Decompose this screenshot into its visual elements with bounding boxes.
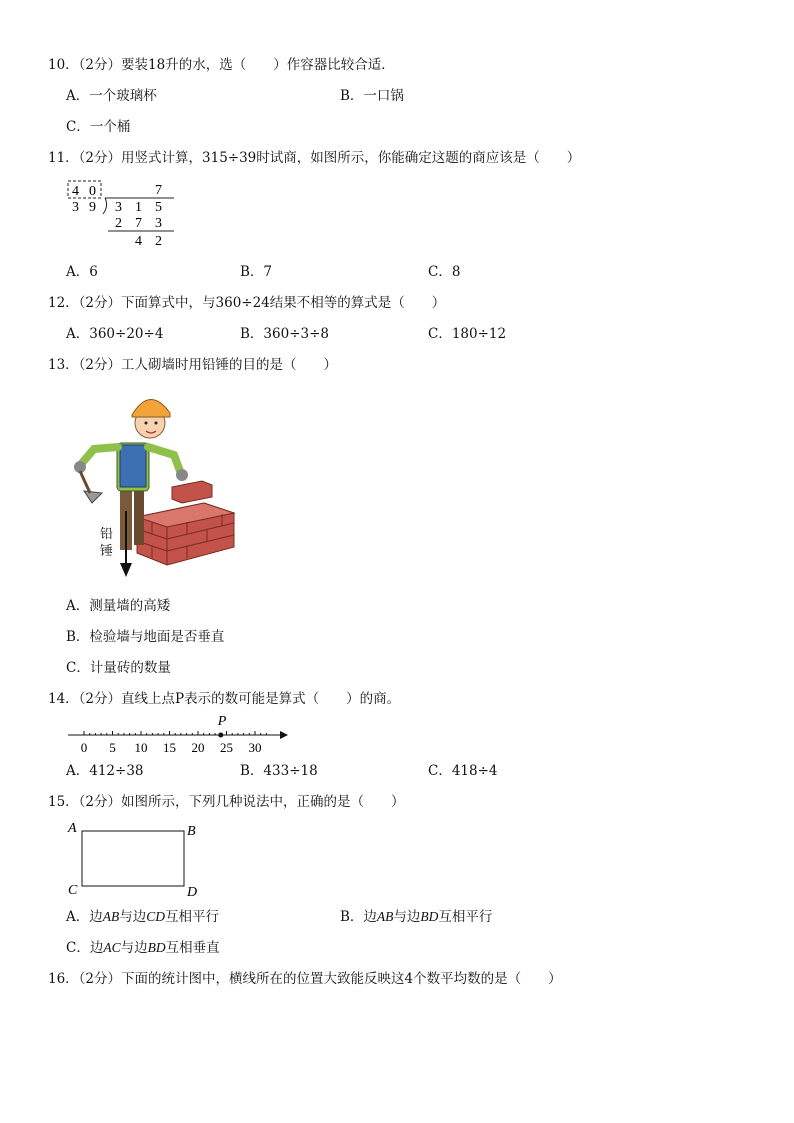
q13-option-a[interactable]: A．测量墙的高矮 (66, 598, 171, 614)
point-p (218, 733, 223, 738)
option-mid: 与边 (120, 940, 148, 956)
q14-option-a[interactable]: A．412÷38 (66, 763, 144, 779)
estimate-digit: 0 (89, 184, 96, 199)
dividend-digit: 1 (135, 200, 142, 215)
q12-option-a[interactable]: A．360÷20÷4 (66, 326, 164, 342)
q10-option-c[interactable]: C．一个桶 (66, 119, 131, 135)
trowel (84, 491, 102, 503)
q10-stem: 10．（2分）要装18升的水，选（ ）作容器比较合适． (48, 57, 395, 73)
q15-option-c[interactable] (66, 938, 220, 958)
worker-vest (120, 445, 146, 487)
remainder-digit: 2 (155, 234, 162, 249)
worker-arm (148, 447, 180, 471)
point-p-label: P (217, 714, 227, 729)
product-digit: 3 (155, 216, 162, 231)
q12-stem: 12．（2分）下面算式中，与360÷24结果不相等的算式是（ ） (48, 295, 446, 311)
vertex-label-b: B (187, 824, 196, 839)
number-line-tick-label: 15 (163, 740, 176, 755)
quotient-digit: 7 (155, 183, 162, 198)
q14-option-b[interactable]: B．433÷18 (240, 763, 318, 779)
q10-option-a[interactable]: A．一个玻璃杯 (66, 88, 157, 104)
q13-stem: 13．（2分）工人砌墙时用铅锤的目的是（ ） (48, 357, 338, 373)
long-division-figure (60, 176, 190, 252)
option-suffix: 互相平行 (438, 909, 493, 925)
q12-option-c[interactable]: C．180÷12 (428, 326, 507, 342)
option-prefix: C．边 (66, 940, 104, 956)
q12-option-b[interactable]: B．360÷3÷8 (240, 326, 329, 342)
worker-with-plumb-bob-illustration (62, 385, 242, 580)
rectangle-abcd-figure (62, 818, 212, 898)
q14-option-c[interactable]: C．418÷4 (428, 763, 498, 779)
rectangle (82, 831, 184, 886)
product-digit: 2 (115, 216, 122, 231)
number-line-tick-label: 25 (220, 740, 233, 755)
divisor-digit: 9 (89, 200, 96, 215)
vertex-label-a: A (68, 821, 77, 836)
vertex-label-c: C (68, 883, 78, 898)
q14-stem: 14．（2分）直线上点P表示的数可能是算式（ ）的商。 (48, 691, 401, 707)
q11-option-b[interactable]: B．7 (240, 264, 273, 280)
worker-glove (176, 469, 188, 481)
q10-option-b[interactable]: B．一口锅 (340, 88, 404, 104)
plumb-label: 铅 (100, 526, 114, 541)
brick-wall (137, 481, 234, 565)
plumb-bob (120, 563, 132, 577)
division-bracket (103, 198, 107, 214)
number-line-tick-label: 5 (109, 740, 116, 755)
product-digit: 7 (135, 216, 142, 231)
axis-arrow (280, 731, 288, 739)
segment-name: AB (376, 909, 394, 924)
dividend-digit: 5 (155, 200, 162, 215)
option-suffix: 互相垂直 (165, 940, 220, 956)
segment-name: CD (146, 909, 166, 924)
plumb-label: 锤 (100, 543, 114, 558)
segment-name: BD (420, 909, 439, 924)
q13-option-c[interactable]: C．计量砖的数量 (66, 660, 171, 676)
remainder-digit: 4 (135, 234, 142, 249)
option-mid: 与边 (119, 909, 147, 925)
number-line-tick-label: 10 (134, 740, 148, 755)
q15-option-b[interactable] (340, 907, 492, 927)
hard-hat (132, 399, 170, 417)
q11-option-a[interactable]: A．6 (66, 264, 98, 280)
segment-name: BD (147, 940, 166, 955)
vertex-label-d: D (187, 885, 198, 898)
worker-leg (134, 485, 144, 545)
option-suffix: 互相平行 (165, 909, 220, 925)
number-line-figure (60, 710, 290, 758)
q15-stem: 15．（2分）如图所示，下列几种说法中，正确的是（ ） (48, 794, 405, 810)
number-line-tick-label: 20 (191, 740, 205, 755)
q15-option-a[interactable] (66, 907, 219, 927)
option-prefix: A．边 (66, 909, 103, 925)
divisor-digit: 3 (72, 200, 79, 215)
segment-name: AB (102, 909, 120, 924)
dividend-digit: 3 (115, 200, 122, 215)
q11-option-c[interactable]: C．8 (428, 264, 461, 280)
option-prefix: B．边 (340, 909, 377, 925)
segment-name: AC (103, 940, 121, 955)
q11-stem: 11．（2分）用竖式计算，315÷39时试商，如图所示，你能确定这题的商应该是（ ） (48, 150, 581, 166)
option-mid: 与边 (393, 909, 421, 925)
number-line-tick-label: 0 (80, 740, 88, 755)
q13-option-b[interactable]: B．检验墙与地面是否垂直 (66, 629, 225, 645)
q16-stem: 16．（2分）下面的统计图中，横线所在的位置大致能反映这4个数平均数的是（ ） (48, 971, 562, 987)
number-line-tick-label: 30 (248, 740, 262, 755)
estimate-digit: 4 (72, 184, 79, 199)
worker-arm (82, 447, 118, 463)
